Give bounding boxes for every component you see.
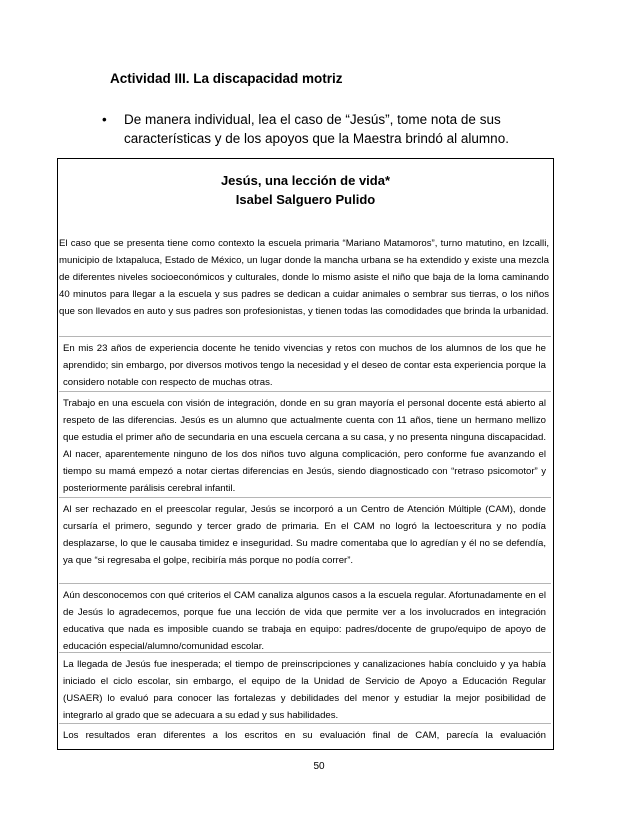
case-box — [57, 158, 554, 750]
instruction-text: De manera individual, lea el caso de “Jesús”, tome nota de sus características y de los apoyos que la Maestra brindó al alumno. — [124, 112, 509, 146]
paragraph-divider — [59, 652, 551, 653]
case-author: Isabel Salguero Pulido — [235, 192, 376, 207]
case-paragraph-1: El caso que se presenta tiene como contexto la escuela primaria “Mariano Matamoros”, turno matutino, en Izcalli, municipio de Ixtapaluca, Estado de México, un lugar donde la mancha urbana se ha extendido y existe una mezcla de diferentes niveles socioeconómicos y culturales, donde lo mismo asiste el niño que baja de la loma caminando 40 minutos para llegar a la escuela y sus padres se dedican a cuidar animales o sembrar sus tierras, o los niños que son llevados en auto y sus padres son profesionistas, y tienen todas las comodidades que brinda la urbanidad. — [59, 238, 549, 317]
case-paragraph-5: Aún desconocemos con qué criterios el CAM canaliza algunos casos a la escuela regular. Afortunadamente en el de Jesús lo agradecemos, porque fue una lección de vida que permite ver a los involucrados en integración educativa que nada es imposible cuando se trabaja en equipo: padres/docente de grupo/equipo de apoyo de educación especial/alumno/comunidad escolar. — [63, 590, 546, 652]
case-paragraph-3: Trabajo en una escuela con visión de integración, donde en su gran mayoría el personal docente está abierto al respeto de las diferencias. Jesús es un alumno que actualmente cuenta con 11 años, tiene un hermano mellizo que estudia el primer año de secundaria en una escuela cercana a su casa, y no presenta ninguna discapacidad. Al nacer, aparentemente ninguno de los dos niños tuvo alguna complicación, pero conforme fue avanzando el tiempo su mamá empezó a notar ciertas diferencias en Jesús, siendo diagnosticado con “retraso psicomotor” y posteriormente parálisis cerebral infantil. — [63, 398, 546, 494]
case-paragraph-7: Los resultados eran diferentes a los escritos en su evaluación final de CAM, parecía la evaluación — [63, 730, 546, 741]
paragraph-divider — [59, 723, 551, 724]
case-paragraph-4: Al ser rechazado en el preescolar regular, Jesús se incorporó a un Centro de Atención Múltiple (CAM), donde cursaría el primero, segundo y tercer grado de primaria. En el CAM no logró la lectoescritura y no podía desplazarse, lo que le causaba timidez e inseguridad. Su madre comentaba que lo agredían y él no se defendía, ya que “si regresaba el golpe, recibiría más porque no podía correr”. — [63, 504, 546, 566]
case-paragraph-6: La llegada de Jesús fue inesperada; el tiempo de preinscripciones y canalizaciones había concluido y ya había iniciado el ciclo escolar, sin embargo, el equipo de la Unidad de Servicio de Apoyo a Educación Regular (USAER) lo evaluó para conocer las fortalezas y debilidades del menor y estudiar la mejor posibilidad de integrarlo al grado que se adecuara a su edad y sus habilidades. — [63, 659, 546, 721]
paragraph-divider — [59, 583, 551, 584]
case-header — [58, 159, 553, 209]
paragraph-divider — [59, 391, 551, 392]
activity-title: Actividad III. La discapacidad motriz — [110, 71, 343, 86]
paragraph-divider — [59, 336, 551, 337]
bullet-marker: • — [102, 112, 107, 127]
page-number: 50 — [313, 761, 325, 772]
case-title: Jesús, una lección de vida* — [220, 173, 391, 188]
activity-instruction — [102, 110, 544, 148]
case-paragraph-2: En mis 23 años de experiencia docente he tenido vivencias y retos con muchos de los alumnos de los que he aprendido; sin embargo, por diversos motivos tengo la necesidad y el deseo de contar esta experiencia porque la considero notable con respecto de muchas otras. — [63, 343, 546, 388]
paragraph-divider — [59, 497, 551, 498]
